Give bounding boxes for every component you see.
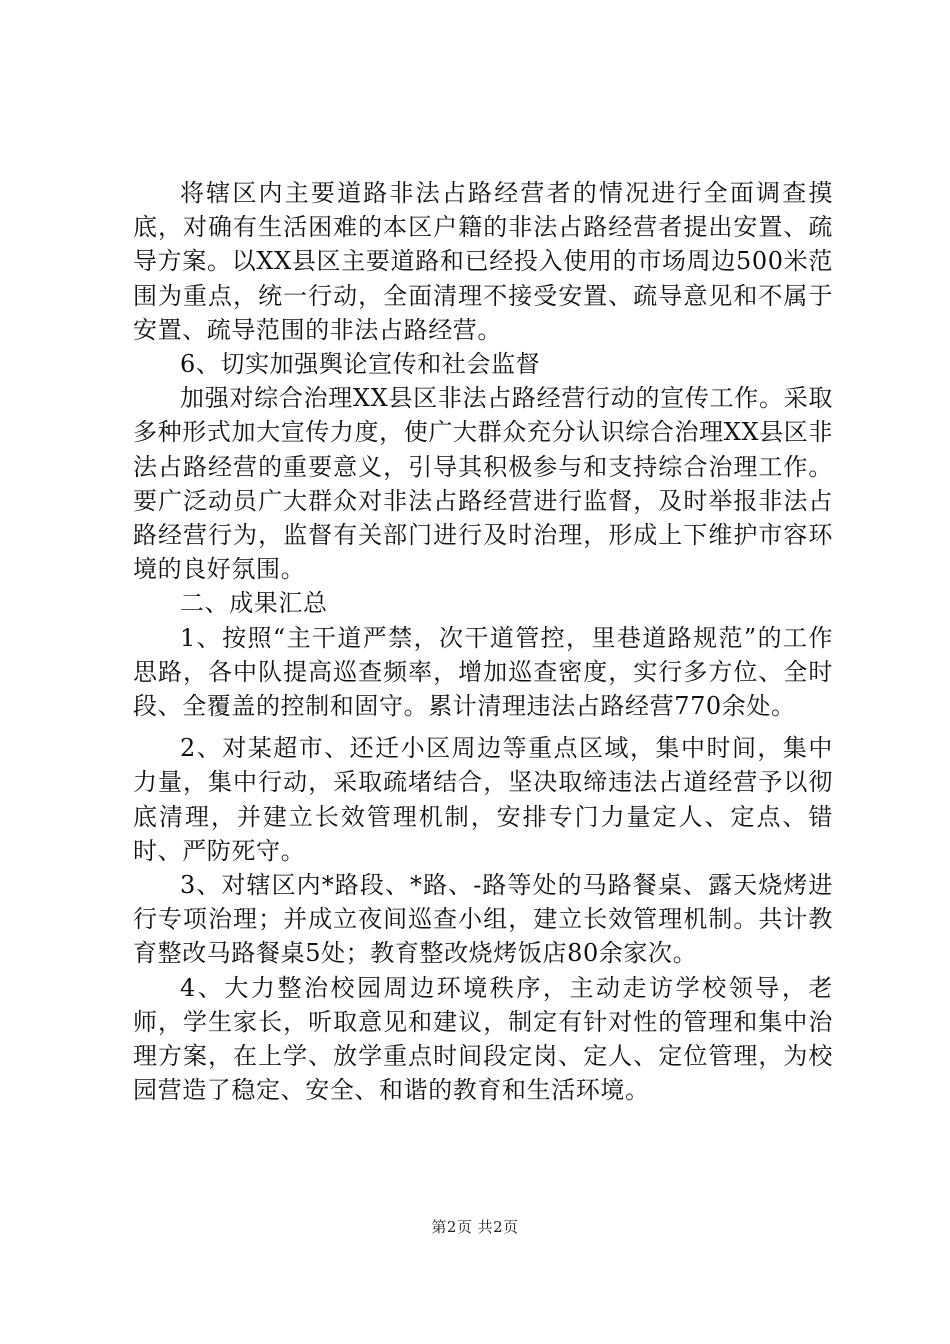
paragraph-result-4: 4、大力整治校园周边环境秩序，主动走访学校领导，老师，学生家长，听取意见和建议，制定有针对性的管理和集中治理方案，在上学、放学重点时间段定岗、定人、定位管理，为校园营造了稳定、安全、和谐的教育和生活环境。 [133,973,833,1105]
section-heading-results: 二、成果汇总 [180,589,328,618]
paragraph-result-1: 1、按照“主干道严禁，次干道管控，里巷道路规范”的工作思路，各中队提高巡查频率，增加巡查密度，实行多方位、全时段、全覆盖的控制和固守。累计清理违法占路经营770余处。 [133,623,833,721]
page-number-footer: 第2页 共2页 [431,1218,519,1236]
paragraph-result-2: 2、对某超市、还迁小区周边等重点区域，集中时间，集中力量，集中行动，采取疏堵结合，坚决取缔违法占道经营予以彻底清理，并建立长效管理机制，安排专门力量定人、定点、错时、严防死守。 [133,734,833,865]
section-heading-publicity: 6、切实加强舆论宣传和社会监督 [180,350,541,379]
document-body [133,176,833,1107]
paragraph-survey: 将辖区内主要道路非法占路经营者的情况进行全面调查摸底，对确有生活困难的本区户籍的非法占路经营者提出安置、疏导方案。以XX县区主要道路和已经投入使用的市场周边500米范围为重点，统一行动，全面清理不接受安置、疏导意见和不属于安置、疏导范围的非法占路经营。 [133,179,833,344]
paragraph-publicity: 加强对综合治理XX县区非法占路经营行动的宣传工作。采取多种形式加大宣传力度，使广大群众充分认识综合治理XX县区非法占路经营的重要意义，引导其积极参与和支持综合治理工作。要广泛动员广大群众对非法占路经营进行监督，及时举报非法占路经营行为，监督有关部门进行及时治理，形成上下维护市容环境的良好氛围。 [133,384,833,584]
paragraph-result-3: 3、对辖区内*路段、*路、-路等处的马路餐桌、露天烧烤进行专项治理；并成立夜间巡查小组，建立长效管理机制。共计教育整改马路餐桌5处；教育整改烧烤饭店80余家次。 [133,871,833,968]
